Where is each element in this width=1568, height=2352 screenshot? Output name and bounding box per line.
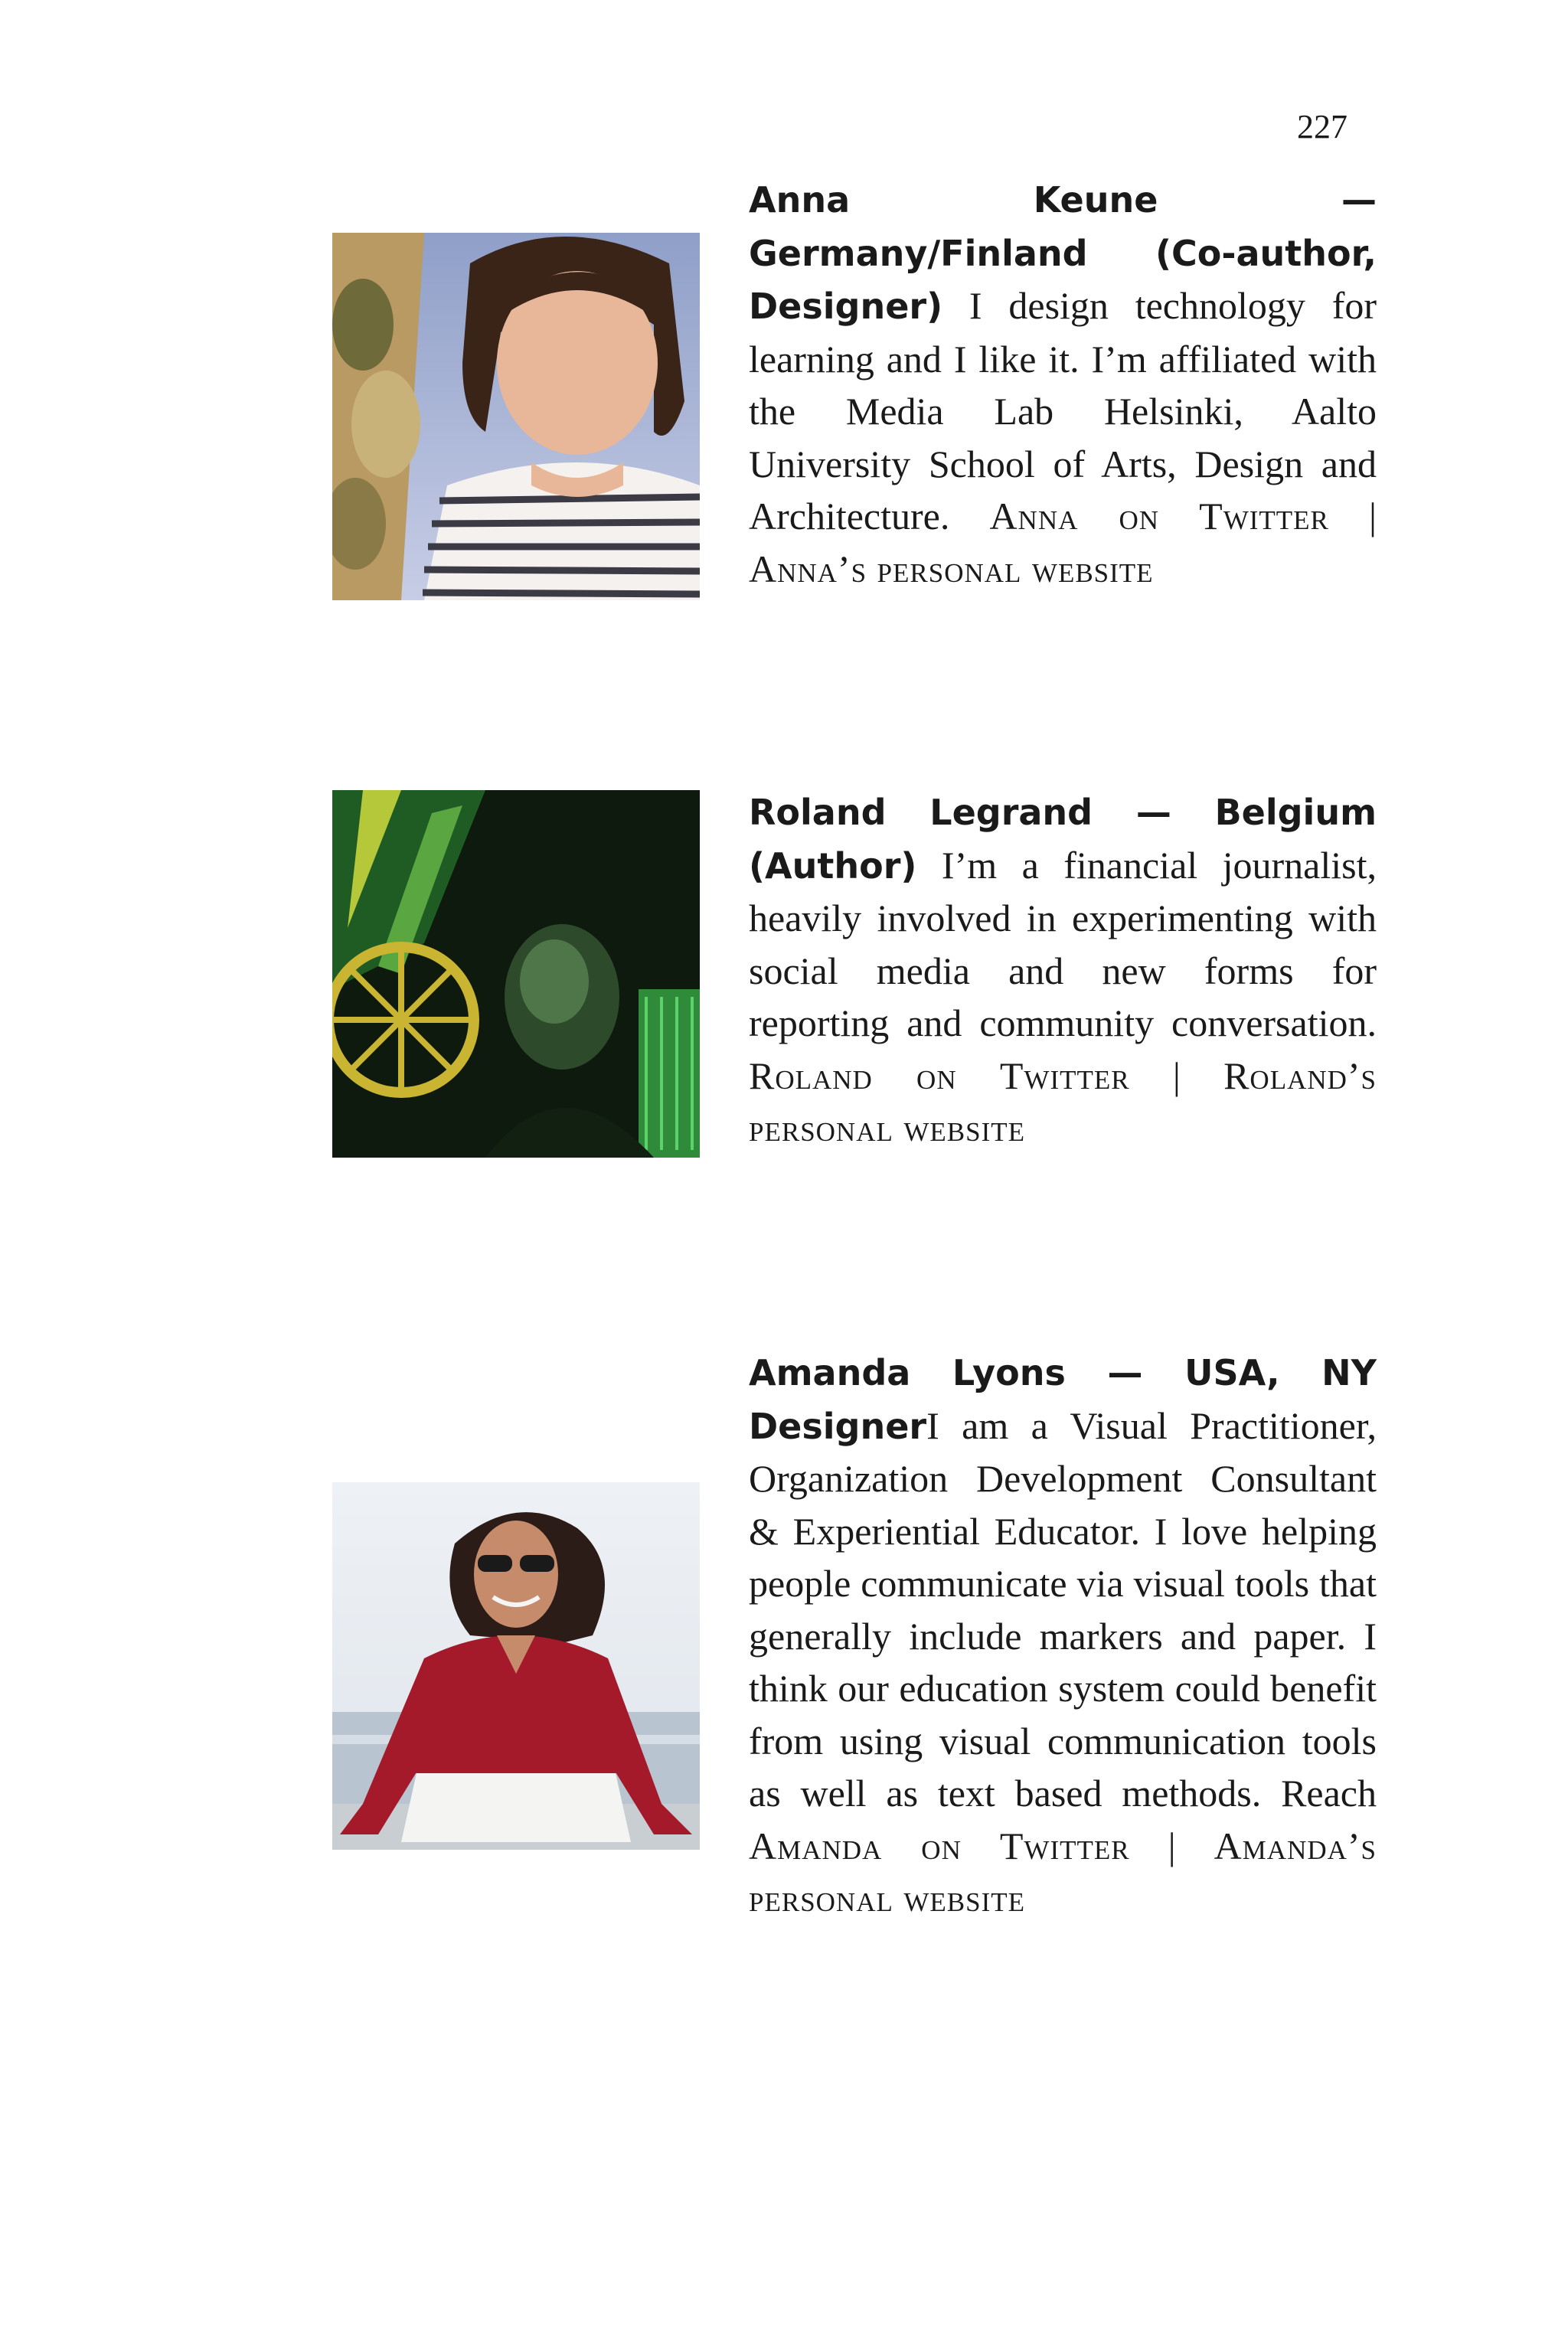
links-prefix: Reach [1281,1772,1377,1815]
website-link[interactable]: Amanda’s personal website [749,1824,1377,1919]
portrait-photo-roland [332,790,700,1158]
link-separator: | [1129,1054,1224,1097]
page-number: 227 [1297,108,1348,145]
website-link[interactable]: Anna’s personal website [749,547,1154,590]
portrait-photo-icon [332,790,700,1158]
contributor-name: Amanda Lyons — USA, NY Designer [749,1352,1377,1447]
bio-text-amanda [749,1346,1377,1925]
link-separator: | [1129,1824,1214,1867]
contributor-description: I design technology for learning and I like it. I’m affiliated with the Media Lab Helsinki, Aalto University School of Arts, Design and Architecture. [749,284,1377,537]
portrait-photo-icon [332,1482,700,1850]
twitter-link[interactable]: Roland on Twitter [749,1054,1130,1097]
portrait-photo-anna [332,233,700,600]
website-link[interactable]: Roland’s personal website [749,1054,1377,1149]
portrait-photo-amanda [332,1482,700,1850]
bio-text-roland [749,786,1377,1155]
contributor-name: Roland Legrand — Belgium (Author) [749,792,1377,887]
contributor-description: I am a Visual Practitioner, Organization Development Consultant & Experiential Educator. I love helping people communicate via visual tools that generally include markers and paper. I think our education system could benefit from using visual communication tools as well as text based methods. [749,1403,1377,1815]
bio-text-anna [749,173,1377,595]
link-separator: | [1328,495,1377,537]
contributor-description: I’m a financial journalist, heavily involved in experimenting with social media and new forms for reporting and community conversation. [749,843,1377,1044]
portrait-photo-icon [332,233,700,600]
twitter-link[interactable]: Anna on Twitter [989,495,1329,537]
contributor-name: Anna Keune — Germany/Finland (Co-author, Designer) [749,179,1377,327]
twitter-link[interactable]: Amanda on Twitter [749,1824,1130,1867]
